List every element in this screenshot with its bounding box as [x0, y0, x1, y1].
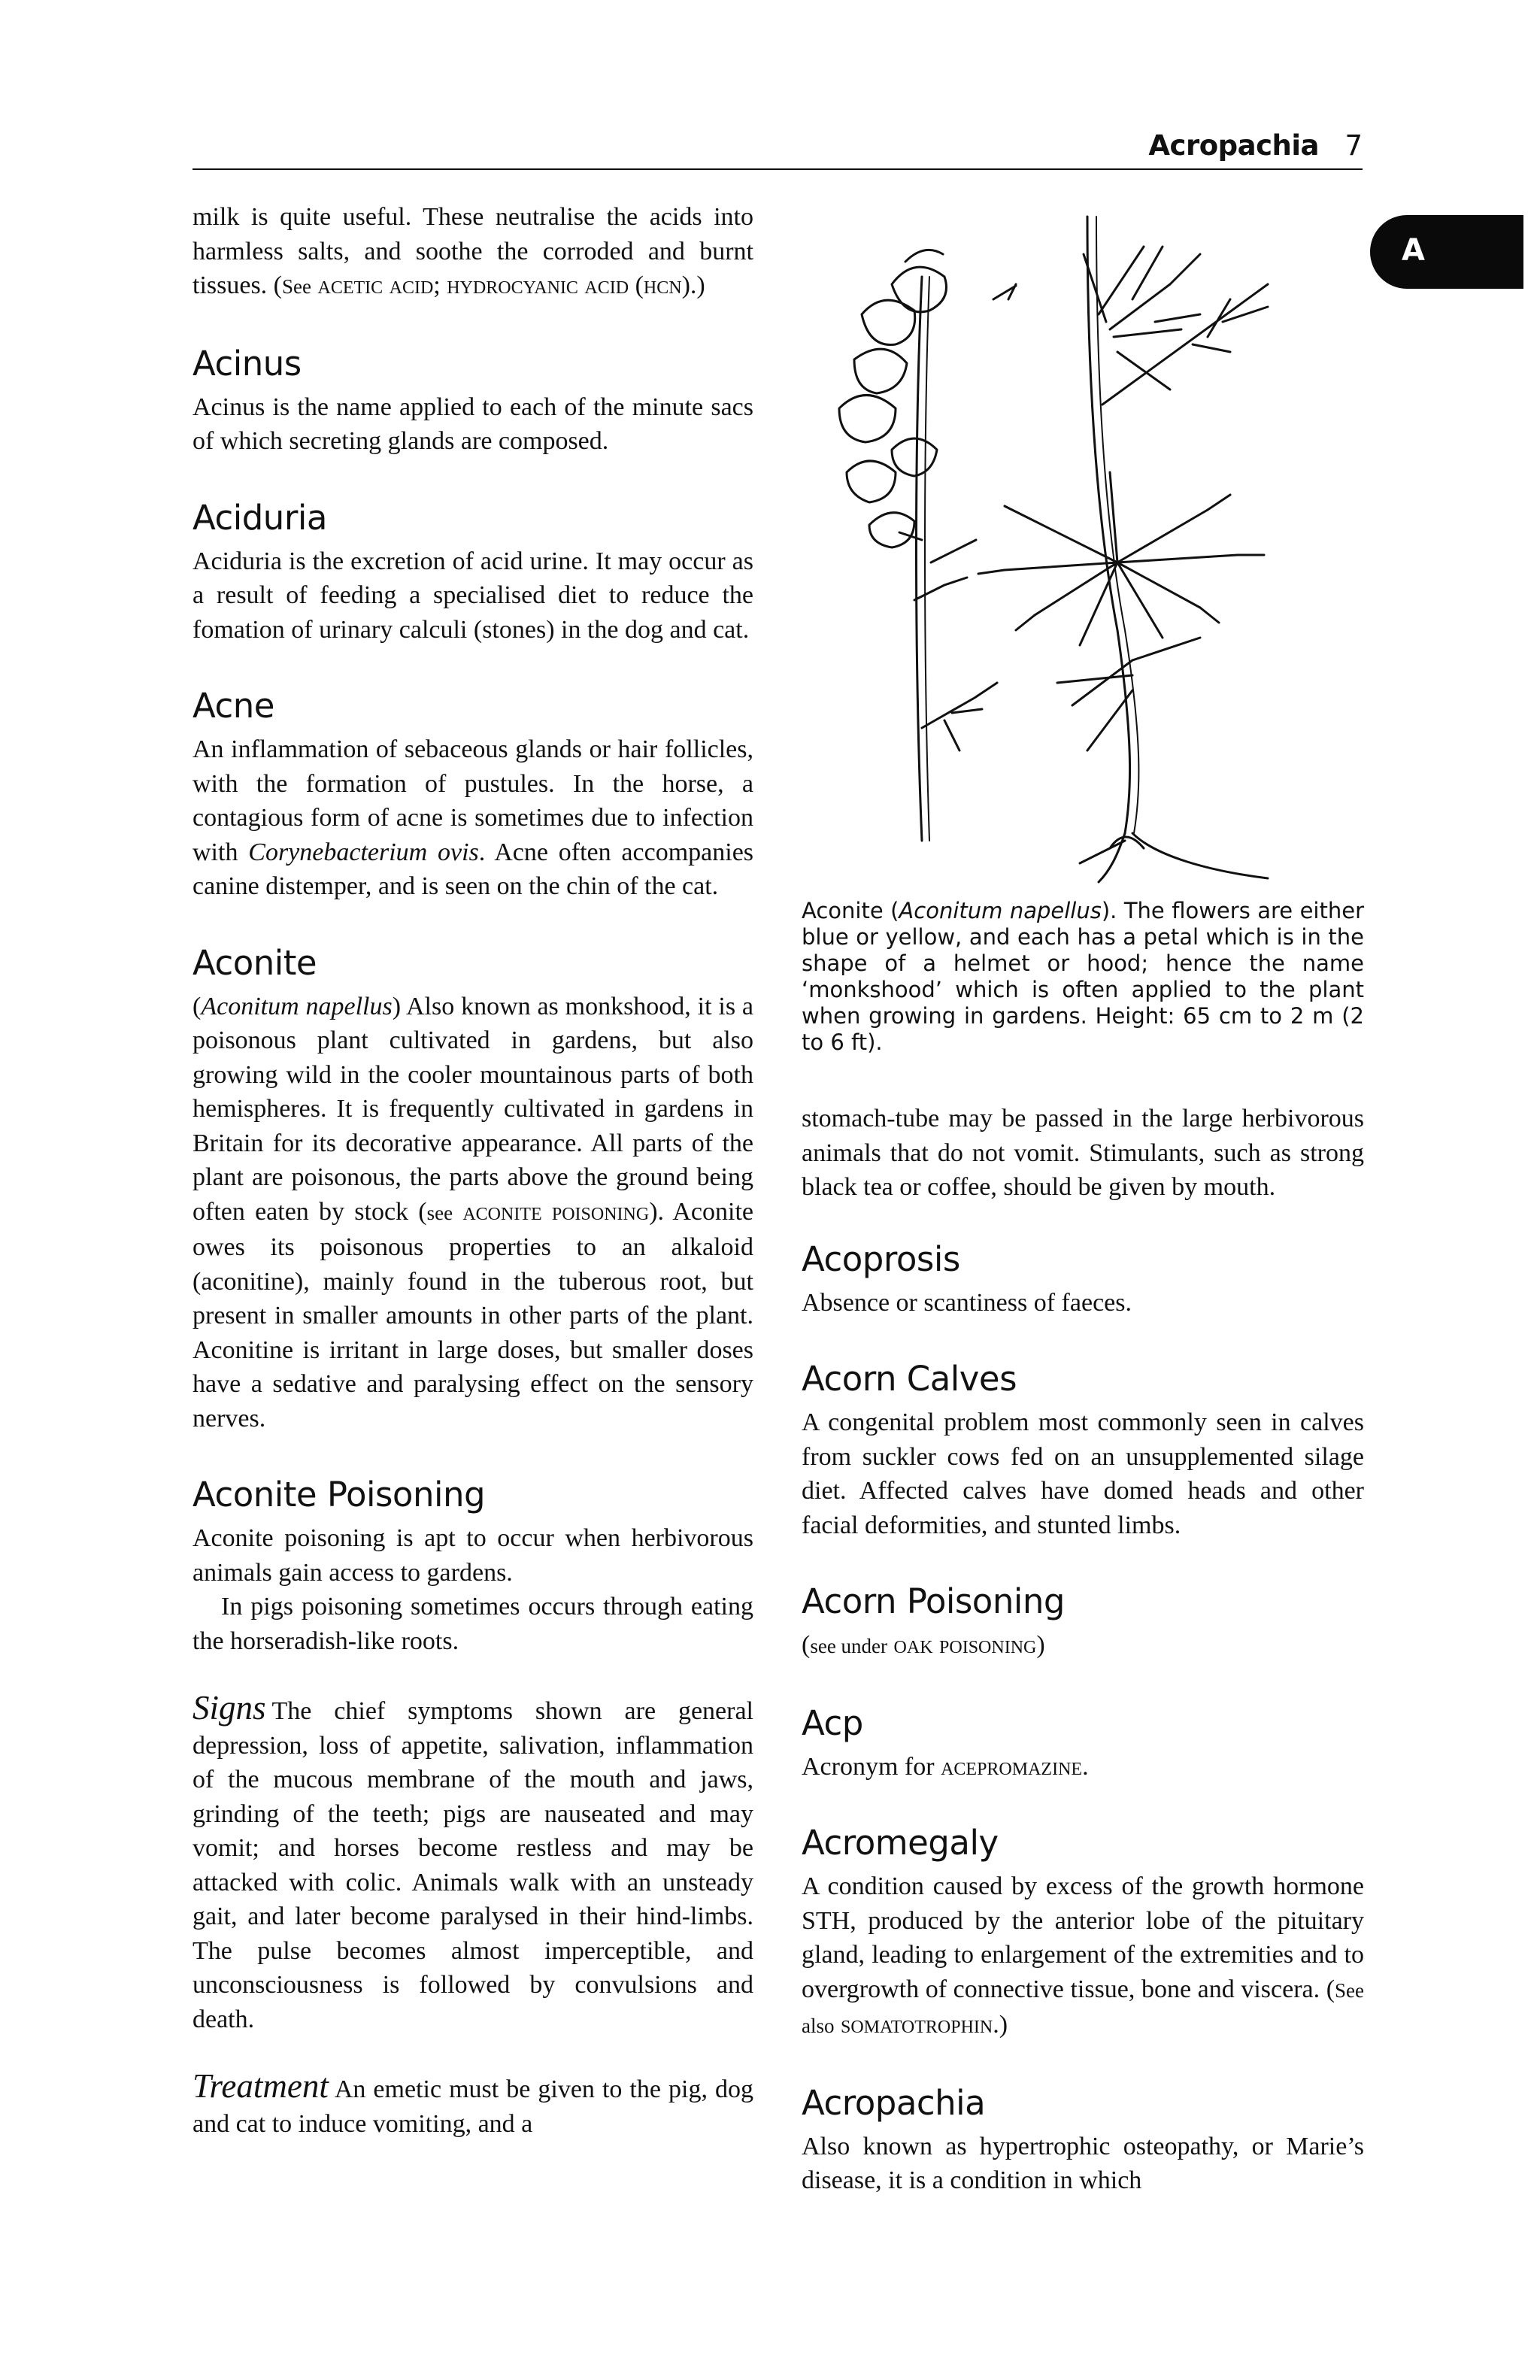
entry-text-acropachia: Also known as hypertrophic osteopathy, or Marie’s disease, it is a condition in which — [802, 2132, 1364, 2194]
entry-heading-acne: Acne — [192, 686, 274, 726]
signs-paragraph: Signs The chief symptoms shown are general depression, loss of appetite, salivation, inflammation of the mucous membrane of the mouth and jaws, grinding of the teeth; pigs are nauseated and may vomit; and horses become restless and may be attacked with colic. Animals walk with an unsteady gait, and later become paralysed in their hind-limbs. The pulse becomes almost imperceptible, and unconsciousness is followed by convulsions and death. — [192, 1689, 753, 2033]
cross-reference: oak poisoning — [893, 1631, 1037, 1659]
intro-paragraph: milk is quite useful. These neutralise the acids into harmless salts, and soothe the corroded and burnt tissues. (See acetic acid; hydrocyanic acid (hcn).) — [192, 203, 753, 299]
aconite-illustration — [802, 209, 1364, 886]
entry-text-aconite-poisoning: Aconite poisoning is apt to occur when herbivorous animals gain access to gardens. — [192, 1524, 753, 1587]
left-column — [192, 200, 753, 2141]
cross-reference: acetic acid; hydrocyanic acid (hcn) — [317, 271, 690, 299]
entry-heading-aconite-poisoning: Aconite Poisoning — [192, 1475, 486, 1514]
entry-heading-acromegaly: Acromegaly — [802, 1823, 999, 1863]
entry-heading-acorn-calves: Acorn Calves — [802, 1359, 1017, 1399]
entry-heading-acp: Acp — [802, 1702, 863, 1743]
entry-heading-acropachia: Acropachia — [802, 2082, 986, 2123]
figure-caption: Aconite (Aconitum napellus). The flowers are either blue or yellow, and each has a petal which is in the shape of a helmet or hood; hence the name ‘monkshood’ which is often applied to the plant when growing in gardens. Height: 65 cm to 2 m (2 to 6 ft). — [802, 898, 1364, 1055]
thumb-index-tab — [1370, 215, 1523, 289]
entry-text-aconite-poisoning-pigs: In pigs poisoning sometimes occurs through eating the horseradish-like roots. — [192, 1593, 753, 1655]
entry-heading-acorn-poisoning: Acorn Poisoning — [802, 1581, 1065, 1621]
entry-text-aconite: (Aconitum napellus) Also known as monkshood, it is a poisonous plant cultivated in gardens, but also growing wild in the cooler mountainous parts of both hemispheres. It is frequently cultivated in gardens in Britain for its decorative appearance. All parts of the plant are poisonous, the parts above the ground being often eaten by stock (see aconite poisoning). Aconite owes its poisonous properties to an alkaloid (aconitine), mainly found in the tuberous root, but present in smaller amounts in other parts of the plant. Aconitine is irritant in large doses, but smaller doses have a sedative and paralysing effect on the sensory nerves. — [192, 992, 754, 1433]
cross-reference: acepromazine — [941, 1752, 1083, 1781]
right-column — [802, 1102, 1364, 2198]
entry-text-acoprosis: Absence or scantiness of faeces. — [802, 1288, 1132, 1317]
entry-heading-acoprosis: Acoprosis — [802, 1239, 960, 1279]
entry-text-acp: Acronym for acepromazine. — [802, 1752, 1089, 1781]
entry-text-acne: An inflammation of sebaceous glands or hair follicles, with the formation of pustules. In the horse, a contagious form of acne is sometimes due to infection with Corynebacterium ovis. Acne often accompanies canine distemper, and is seen on the chin of the cat. — [192, 735, 754, 900]
entry-text-acinus: Acinus is the name applied to each of the minute sacs of which secreting glands are composed. — [192, 393, 753, 455]
entry-heading-acinus: Acinus — [192, 343, 302, 384]
entry-text-acromegaly: A condition caused by excess of the growth hormone STH, produced by the anterior lobe of the pituitary gland, leading to enlargement of the extremities and to overgrowth of connective tissue, bone and viscera. (See also somatotrophin.) — [802, 1872, 1364, 2039]
entry-text-acorn-calves: A congenital problem most commonly seen in calves from suckler cows fed on an unsupplemented silage diet. Affected calves have domed heads and other facial deformities, and stunted limbs. — [802, 1408, 1364, 1539]
cross-reference: somatotrophin — [841, 2011, 993, 2039]
continuation-paragraph: stomach-tube may be passed in the large herbivorous animals that do not vomit. Stimulants, such as strong black tea or coffee, should be given by mouth. — [802, 1105, 1364, 1201]
signs-label: Signs — [192, 1689, 266, 1727]
treatment-paragraph: Treatment An emetic must be given to the pig, dog and cat to induce vomiting, and a — [192, 2067, 753, 2138]
entry-heading-aciduria: Aciduria — [192, 497, 327, 538]
thumb-index-letter: A — [1402, 233, 1425, 268]
treatment-label: Treatment — [192, 2067, 329, 2105]
cross-reference: aconite poisoning — [462, 1197, 650, 1226]
page-number: 7 — [1344, 129, 1363, 162]
running-header — [192, 126, 1363, 170]
entry-text-acorn-poisoning: (see under oak poisoning) — [802, 1631, 1045, 1659]
entry-heading-aconite: Aconite — [192, 942, 317, 983]
entry-text-aciduria: Aciduria is the excretion of acid urine. It may occur as a result of feeding a specialised diet to reduce the fomation of urinary calculi (stones) in the dog and cat. — [192, 547, 753, 644]
running-title: Acropachia — [1148, 129, 1319, 162]
